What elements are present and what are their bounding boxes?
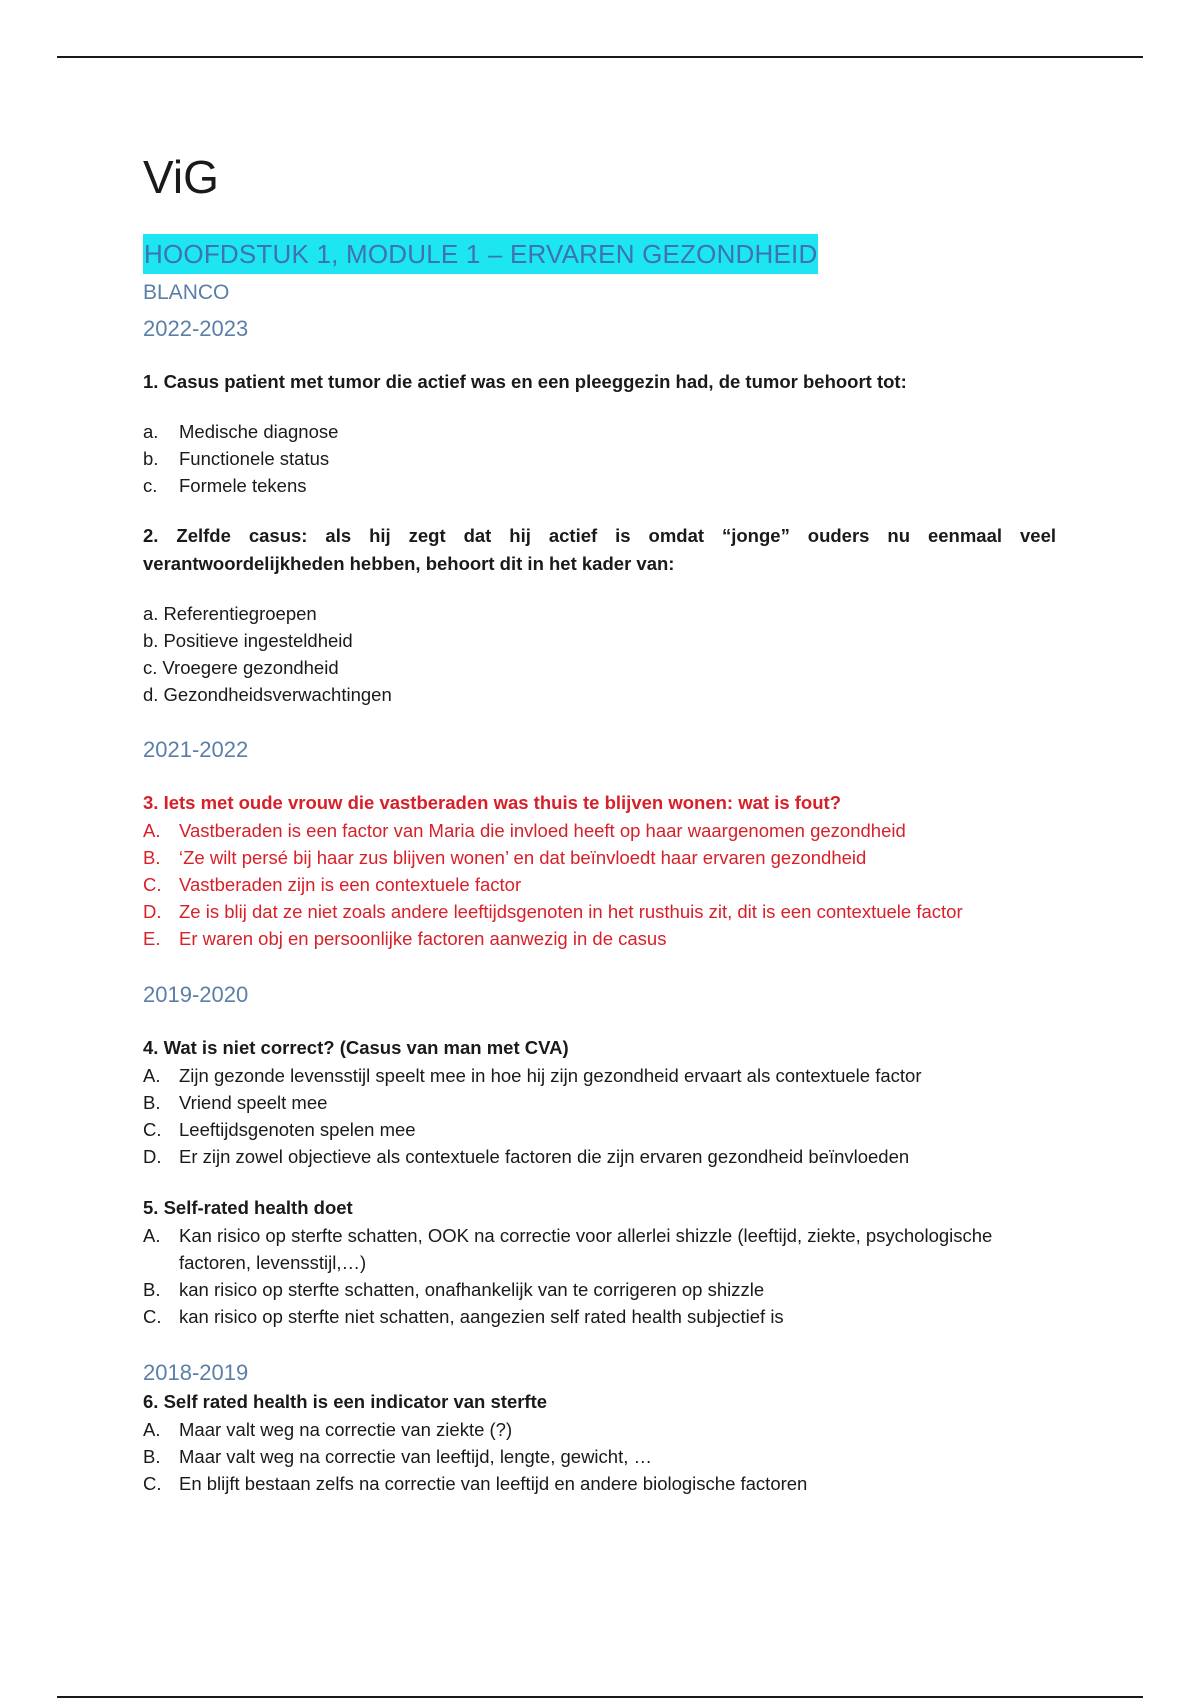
option: d. Gezondheidsverwachtingen (143, 684, 392, 705)
option: b. Positieve ingesteldheid (143, 630, 353, 651)
option: C. Vastberaden zijn is een contextuele factor (143, 874, 522, 895)
option: a. Medische diagnose (143, 421, 339, 442)
year-heading: 2018-2019 (143, 1360, 249, 1385)
year-heading: 2021-2022 (143, 737, 249, 762)
option: D. Er zijn zowel objectieve als contextuele factoren die zijn ervaren gezondheid beïnvloeden (143, 1146, 910, 1167)
year-heading: 2022-2023 (143, 316, 249, 341)
option: E. Er waren obj en persoonlijke factoren aanwezig in de casus (143, 928, 667, 949)
header-rule (57, 56, 1143, 58)
year-heading: 2019-2020 (143, 982, 249, 1007)
question-2-options (143, 600, 1056, 708)
option: B. kan risico op sterfte schatten, onafhankelijk van te corrigeren op shizzle (143, 1279, 765, 1300)
question-1: 1. Casus patient met tumor die actief was en een pleeggezin had, de tumor behoort tot: (143, 371, 907, 392)
footer-rule (57, 1696, 1143, 1698)
option: c. Vroegere gezondheid (143, 657, 339, 678)
option: B. ‘Ze wilt persé bij haar zus blijven wonen’ en dat beïnvloedt haar ervaren gezondheid (143, 847, 867, 868)
question-6: 6. Self rated health is een indicator van sterfte (143, 1391, 548, 1412)
option: C. Leeftijdsgenoten spelen mee (143, 1119, 416, 1140)
document-title: ViG (143, 151, 219, 203)
option: C. En blijft bestaan zelfs na correctie van leeftijd en andere biologische factoren (143, 1473, 808, 1494)
option: C. kan risico op sterfte niet schatten, aangezien self rated health subjectief is (143, 1306, 784, 1327)
option: D. Ze is blij dat ze niet zoals andere leeftijdsgenoten in het rusthuis zit, dit is een contextuele factor (143, 901, 963, 922)
option: B. Vriend speelt mee (143, 1092, 328, 1113)
chapter-heading: HOOFDSTUK 1, MODULE 1 – ERVAREN GEZONDHEID (143, 234, 818, 274)
question-4-options (143, 1062, 1056, 1170)
option: A. Maar valt weg na correctie van ziekte (?) (143, 1419, 513, 1440)
option: B. Maar valt weg na correctie van leeftijd, lengte, gewicht, … (143, 1446, 653, 1467)
option: A. Vastberaden is een factor van Maria die invloed heeft op haar waargenomen gezondheid (143, 820, 906, 841)
option: A. Zijn gezonde levensstijl speelt mee in hoe hij zijn gezondheid ervaart als contextuele factor (143, 1065, 922, 1086)
question-6-options (143, 1416, 1056, 1497)
option: a. Referentiegroepen (143, 603, 317, 624)
question-2: 2. Zelfde casus: als hij zegt dat hij actief is omdat “jonge” ouders nu eenmaal veel verantwoordelijkheden hebben, behoort dit in het kader van: (143, 525, 1056, 574)
question-4: 4. Wat is niet correct? (Casus van man met CVA) (143, 1037, 569, 1058)
document-body (143, 148, 1056, 1497)
question-3: 3. Iets met oude vrouw die vastberaden was thuis te blijven wonen: wat is fout? (143, 792, 841, 813)
option: c. Formele tekens (143, 475, 307, 496)
question-5: 5. Self-rated health doet (143, 1197, 353, 1218)
option: A. Kan risico op sterfte schatten, OOK na correctie voor allerlei shizzle (leeftijd, ziekte, psychologische factoren, levensstijl,…) (143, 1225, 993, 1273)
question-1-options (143, 418, 1056, 499)
document-subtitle: BLANCO (143, 281, 230, 304)
question-3-options (143, 817, 1056, 952)
option: b. Functionele status (143, 448, 330, 469)
question-5-options (143, 1222, 1056, 1330)
